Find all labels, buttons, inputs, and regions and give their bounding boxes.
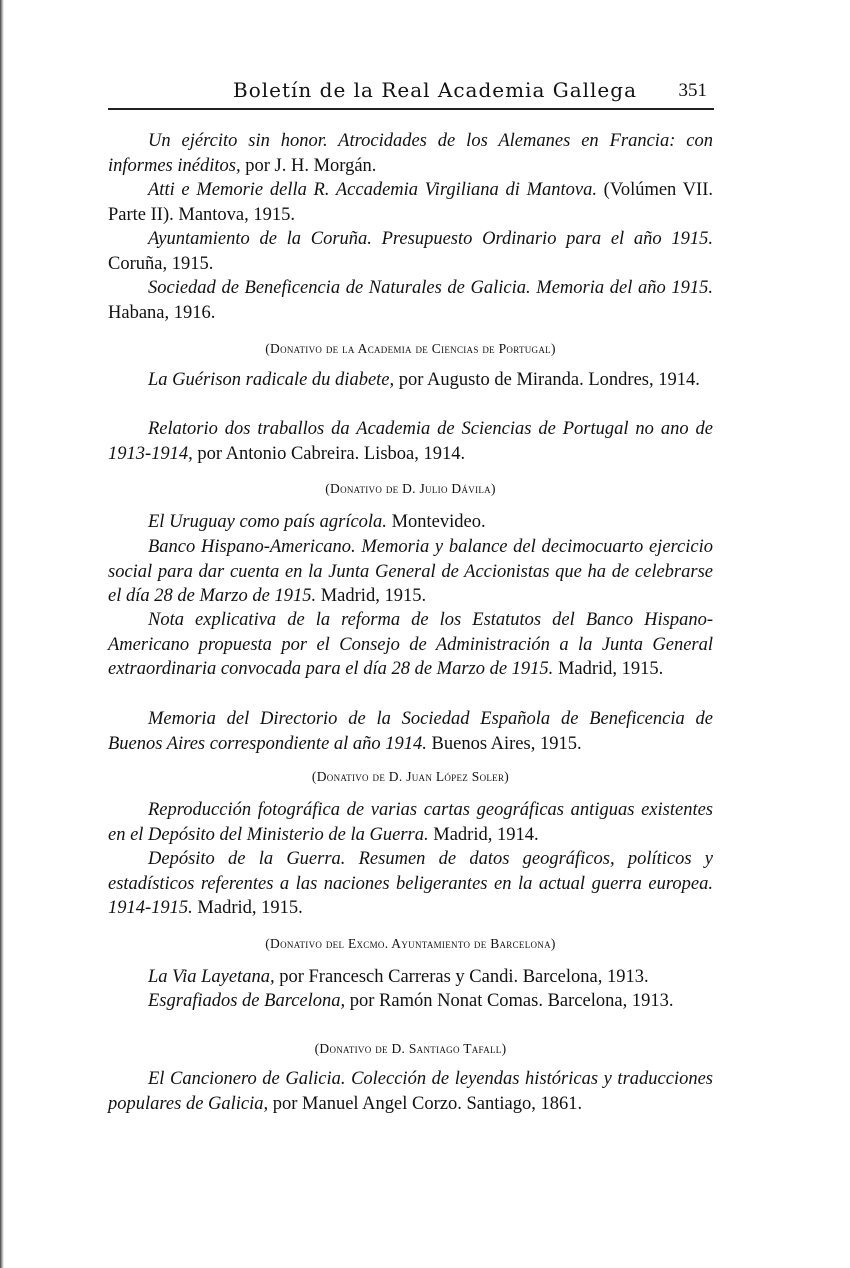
entry-title: Atti e Memorie della R. Accademia Virgiliana di Mantova.: [148, 180, 597, 200]
entry-title: Ayuntamiento de la Coruña. Presupuesto Ordinario para el año 1915.: [148, 229, 713, 249]
donor-heading: (Donativo de D. Juan López Soler): [311, 769, 510, 784]
entry-title: El Cancionero de Galicia. Colección de leyendas históricas y traducciones populares de Galicia,: [108, 1069, 713, 1114]
donor-heading: (Donativo de la Academia de Ciencias de Portugal): [265, 341, 556, 356]
entry-publication: Montevideo.: [386, 512, 486, 532]
bibliography-entry: [108, 535, 713, 609]
scan-edge: [0, 0, 4, 1268]
entry-title: Relatorio dos traballos da Academia de Sciencias de Portugal no ano de 1913-1914,: [108, 419, 713, 464]
entry-title: Banco Hispano-Americano. Memoria y balance del decimocuarto ejercicio social para dar cuenta en la Junta General de Accionistas que ha de celebrarse el día 28 de Marzo de 1915.: [108, 537, 713, 606]
entry-publication: por J. H. Morgán.: [240, 155, 377, 176]
bibliography-entry: [108, 989, 713, 1014]
bibliography-entry: [108, 1067, 713, 1116]
entry-publication: por Francesch Carreras y Candi. Barcelona, 1913.: [274, 967, 649, 987]
entry-title: El Uruguay como país agrícola.: [148, 512, 387, 532]
entry-publication: Madrid, 1915.: [553, 659, 664, 679]
entry-publication: Madrid, 1915.: [192, 898, 303, 918]
bibliography-entry: [108, 510, 713, 535]
entry-title: Reproducción fotográfica de varias cartas geográficas antiguas existentes en el Depósito del Ministerio de la Guerra.: [108, 800, 713, 845]
entry-publication: Madrid, 1914.: [428, 824, 539, 845]
bibliography-entry: [108, 798, 713, 847]
bibliography-entry: [108, 178, 713, 227]
bibliography-entry: [108, 707, 713, 756]
entry-title: Sociedad de Beneficencia de Naturales de Galicia. Memoria del año 1915.: [148, 278, 713, 298]
bibliography-entry: [108, 965, 713, 990]
entry-publication: Habana, 1916.: [108, 302, 216, 323]
bibliography-entry: [108, 608, 713, 682]
donor-heading: (Donativo de D. Santiago Tafall): [314, 1041, 507, 1056]
journal-title: Boletín de la Real Academia Gallega: [233, 78, 637, 102]
header-rule: [108, 108, 714, 110]
donor-heading: (Donativo del Excmo. Ayuntamiento de Barcelona): [265, 936, 556, 951]
entry-publication: (Volúmen VII. Parte II). Mantova, 1915.: [108, 180, 713, 225]
bibliography-entry: [108, 368, 713, 393]
entry-title: La Guérison radicale du diabete,: [148, 370, 395, 390]
entry-publication: Buenos Aires, 1915.: [426, 733, 582, 754]
entry-publication: Madrid, 1915.: [316, 586, 427, 606]
bibliography-entry: [108, 417, 713, 466]
entry-publication: por Manuel Angel Corzo. Santiago, 1861.: [268, 1093, 583, 1114]
entry-title: Memoria del Directorio de la Sociedad Española de Beneficencia de Buenos Aires correspondiente al año 1914.: [108, 709, 713, 754]
entry-publication: por Antonio Cabreira. Lisboa, 1914.: [192, 443, 466, 464]
running-header: [108, 78, 713, 108]
entry-title: Nota explicativa de la reforma de los Estatutos del Banco Hispano-Americano propuesta por el Consejo de Administración a la Junta General extraordinaria convocada para el día 28 de Marzo de 1915.: [108, 610, 713, 679]
entry-title: Un ejército sin honor. Atrocidades de los Alemanes en Francia: con informes inéditos,: [108, 131, 713, 176]
bibliography-entry: [108, 847, 713, 921]
donor-heading: (Donativo de D. Julio Dávila): [325, 481, 496, 496]
bibliography-entry: [108, 276, 713, 325]
entry-title: La Via Layetana,: [148, 967, 275, 987]
bibliography-entry: [108, 227, 713, 276]
page-number: 351: [678, 80, 707, 101]
entry-title: Depósito de la Guerra. Resumen de datos geográficos, políticos y estadísticos referentes a las naciones beligerantes en la actual guerra europea. 1914-1915.: [108, 849, 713, 918]
entry-publication: por Ramón Nonat Comas. Barcelona, 1913.: [345, 991, 674, 1011]
bibliography-entry: [108, 129, 713, 178]
entry-title: Esgrafiados de Barcelona,: [148, 991, 346, 1011]
entry-publication: por Augusto de Miranda. Londres, 1914.: [394, 370, 700, 390]
entry-publication: Coruña, 1915.: [108, 253, 214, 274]
